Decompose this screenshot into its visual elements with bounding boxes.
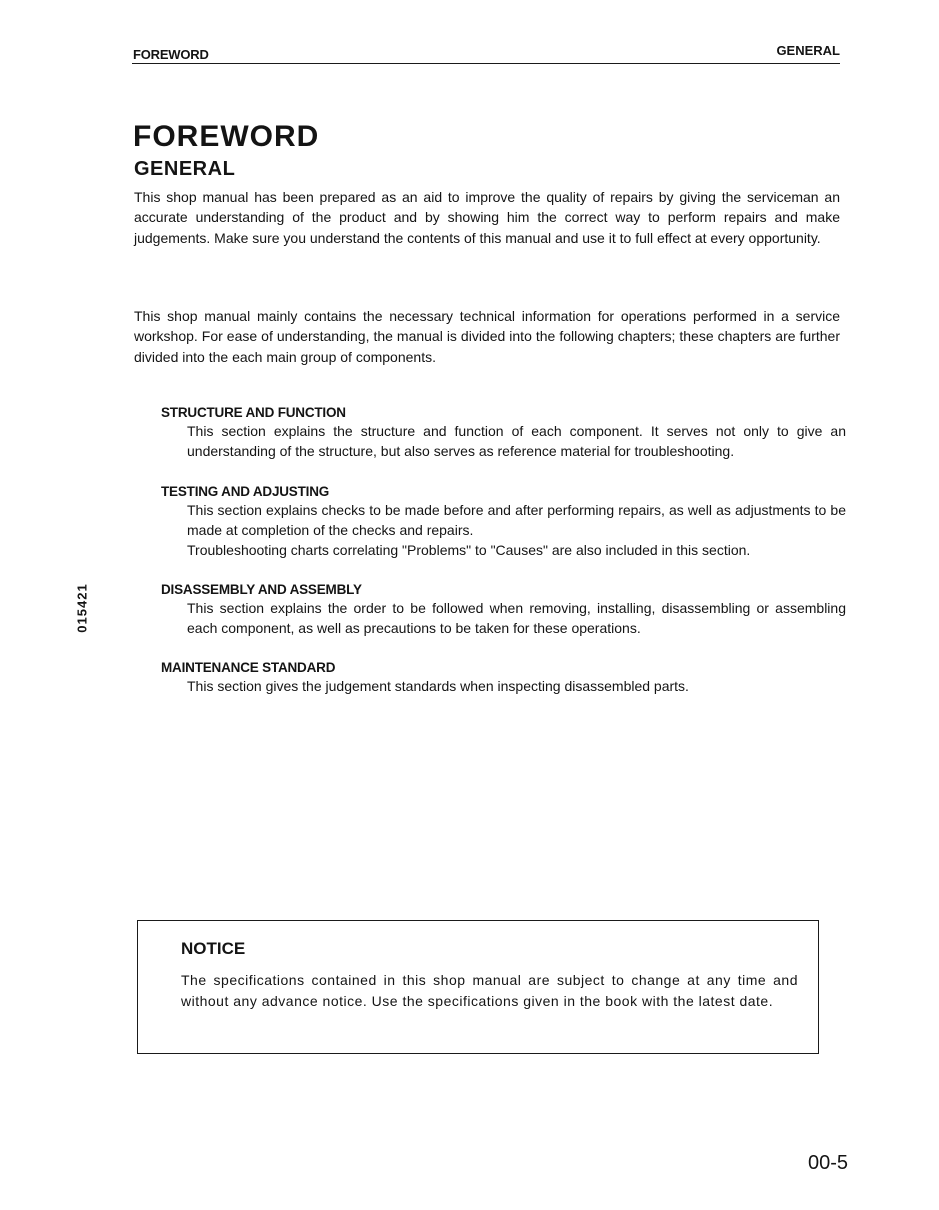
section-body-extra: Troubleshooting charts correlating "Problems" to "Causes" are also included in this section. xyxy=(187,541,751,558)
intro-paragraph: This shop manual has been prepared as an aid to improve the quality of repairs by giving the serviceman an accurate understanding of the product and by showing him the correct way to perform repairs and make judgements. Make sure you understand the contents of this manual and use it to full effect at every opportunity. xyxy=(134,189,840,246)
side-document-code: 015421 xyxy=(74,583,90,633)
section-disassembly-assembly xyxy=(161,580,846,639)
notice-box xyxy=(137,920,819,1054)
section-testing-adjusting xyxy=(161,482,846,560)
section-heading: DISASSEMBLY AND ASSEMBLY xyxy=(161,582,362,597)
notice-text: The specifications contained in this shop manual are subject to change at any time and without any advance notice. Use the specifications given in the book with the latest date. xyxy=(181,972,798,1009)
section-heading: TESTING AND ADJUSTING xyxy=(161,484,330,499)
section-maintenance-standard xyxy=(161,658,846,697)
section-body: This section explains checks to be made before and after performing repairs, as well as adjustments to be made at completion of the checks and repairs. xyxy=(187,502,846,538)
page-subtitle: GENERAL xyxy=(134,158,236,180)
notice-title: NOTICE xyxy=(181,939,246,958)
section-structure-function xyxy=(161,403,846,462)
section-heading: MAINTENANCE STANDARD xyxy=(161,660,336,675)
header-right-label: GENERAL xyxy=(776,43,840,58)
section-body: This section explains the structure and function of each component. It serves not only to give an understanding of the structure, but also serves as reference material for troubleshooting. xyxy=(187,423,846,459)
section-body: This section explains the order to be followed when removing, installing, disassembling or assembling each component, as well as precautions to be taken for these operations. xyxy=(187,600,846,636)
header-rule xyxy=(132,63,840,64)
page-title: FOREWORD xyxy=(133,120,320,153)
chapters-paragraph: This shop manual mainly contains the necessary technical information for operations performed in a service workshop. For ease of understanding, the manual is divided into the following chapters; these chapters are further divided into the each main group of components. xyxy=(134,308,840,365)
section-heading: STRUCTURE AND FUNCTION xyxy=(161,405,346,420)
section-body: This section gives the judgement standards when inspecting disassembled parts. xyxy=(187,678,689,694)
header-left-label: FOREWORD xyxy=(133,47,209,62)
page-number: 00-5 xyxy=(807,1152,848,1174)
